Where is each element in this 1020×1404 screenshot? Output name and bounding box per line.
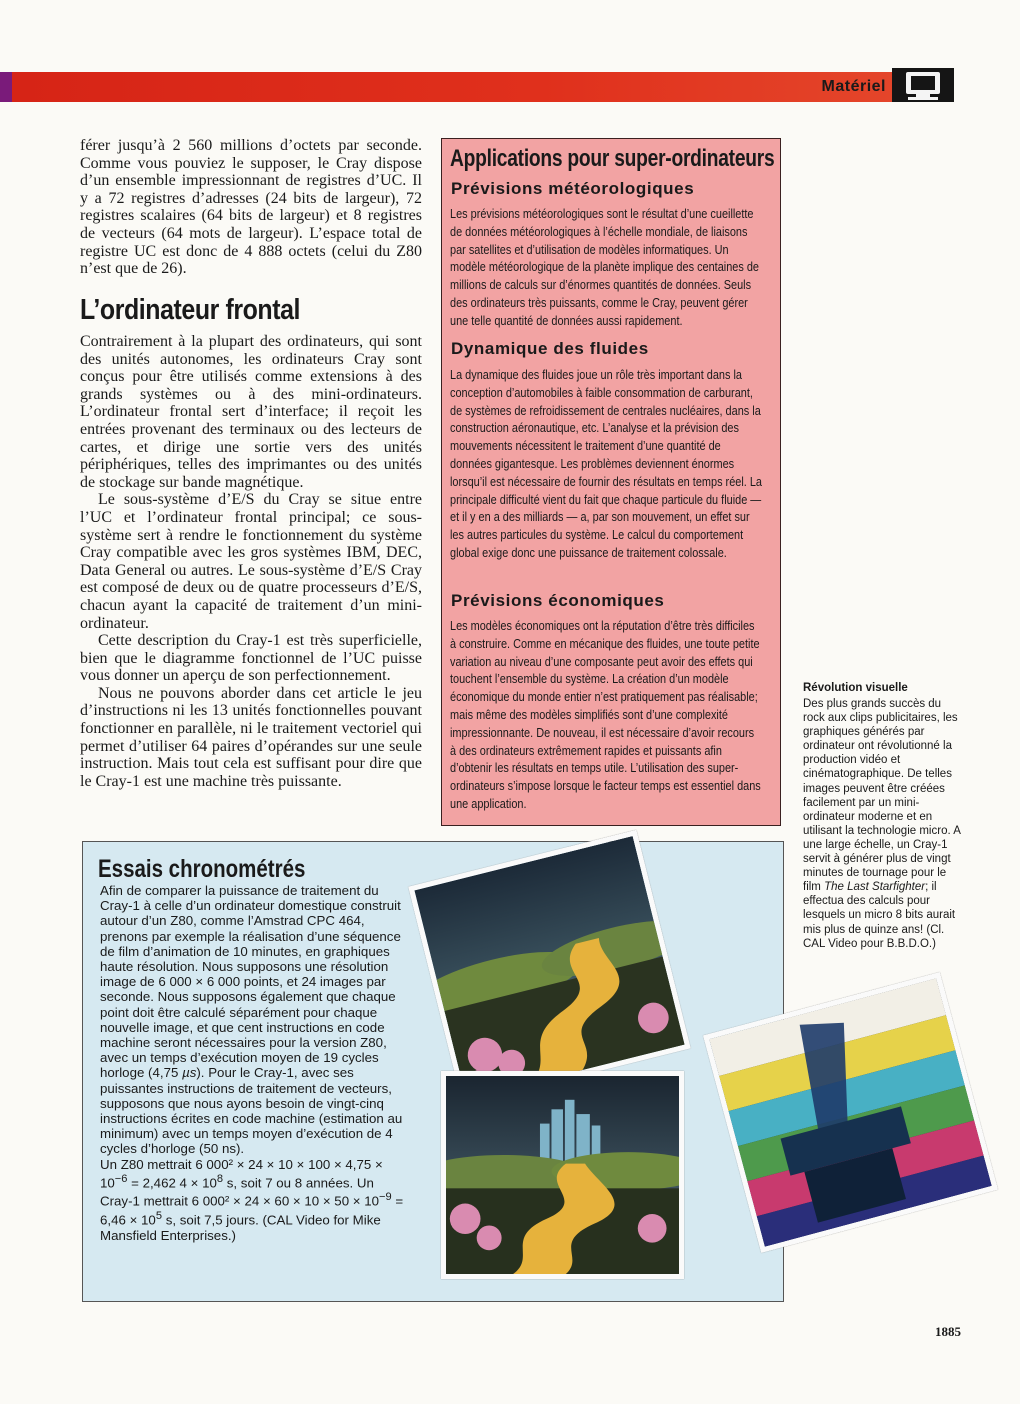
applications-box — [441, 138, 781, 826]
exponent: 5 — [155, 1210, 162, 1223]
film-title: The Last Starfighter — [824, 881, 926, 894]
section-label: Matériel — [821, 78, 886, 95]
exponent: −6 — [114, 1172, 128, 1185]
header-edge — [0, 72, 12, 102]
exponent: 8 — [216, 1172, 224, 1185]
page-number: 1885 — [935, 1324, 961, 1339]
text-run: µs — [182, 1065, 197, 1081]
caption-text — [803, 697, 965, 951]
text-run: = 2,462 4 × 10 — [127, 1175, 217, 1191]
essais-text — [100, 883, 405, 1243]
exponent: −9 — [379, 1191, 392, 1204]
animation-city-photo — [441, 1071, 684, 1279]
text-run: ). Pour le Cray-1, avec ses puissantes instructions de traitement de vecteurs, supposons que nous ayons besoin de vingt-cinq instructions écrites en code machine (estimation au minimum) avec un temps moyen d’exécution de 4 cycles d’horloge (50 ns). — [100, 1065, 403, 1157]
text-run: ; il effectua des calculs pour lesquels un micro 8 bits aurait mis plus de quinze ans! (Cl. CAL Video pour B.B.D.O.) — [803, 881, 956, 950]
text-run: s, soit 7,5 jours. (CAL Video for Mike Mansfield Enterprises.) — [100, 1212, 381, 1243]
paragraph: Cette description du Cray-1 est très superficielle, bien que le diagramme fonctionnel de l’UC puisse vous donner un aperçu de son perfectionnement. — [80, 632, 422, 685]
text-run: Un Z80 mettrait 6 000² × 24 × 10 × 100 × 4,75 × 10 — [100, 1156, 383, 1191]
intro-paragraph — [80, 137, 422, 278]
computer-icon — [892, 68, 954, 102]
paragraph: Nous ne pouvons aborder dans cet article le jeu d’instructions ni les 13 unités fonctionnelles pouvant fonctionner en parallèle, ni le traitement vectoriel qui permet d’utiliser 64 paires d’opérandes sur une seule instruction. Mais tout cela est suffisant pour dire que le Cray-1 est une machine très puissante. — [80, 684, 422, 790]
section-heading: L’ordinateur frontal — [80, 294, 301, 326]
subheading-fluides: Dynamique des fluides — [451, 339, 649, 358]
text-run: Afin de comparer la puissance de traitement du Cray-1 à celle d’un ordinateur domestique construit autour d’un Z80, comme l’Amstrad CPC 464, prenons par exemple la réalisation d’une séquence de film d’animation de 10 minutes, en graphiques haute résolution. Nous supposons une résolution image de 6 000 × 6 000 points, et 24 images par seconde. Nous supposons également que chaque point doit être calculé séparément pour chaque nouvelle image, et que cent instructions en code machine seront nécessaires pour la version Z80, avec un temps d’exécution moyen de 19 cycles horloge (4,75 — [100, 883, 401, 1081]
frontal-text — [80, 333, 422, 790]
paragraph: férer jusqu’à 2 560 millions d’octets par seconde. Comme vous pouviez le supposer, le Cray dispose d’un ensemble impressionnant de registres d’UC. Il y a 72 registres d’adresses (24 bits de largeur), 72 registres scalaires (64 bits de largeur) et 8 registres de vecteurs (64 mots de largeur). L’espace total de registre UC est donc de 4 888 octets (celui du Z80 n’est que de 26). — [80, 137, 422, 278]
text-run: s, soit 7 ou 8 années. Un Cray-1 mettrait 6 000² × 24 × 60 × 10 × 50 × 10 — [100, 1175, 380, 1209]
caption-title: Révolution visuelle — [803, 682, 908, 694]
subheading-meteo: Prévisions météorologiques — [451, 179, 695, 198]
paragraph: Le sous-système d’E/S du Cray se situe entre l’UC et l’ordinateur frontal principal; ce sous-système sert à rendre le fonctionnement du système Cray compatible avec les gros systèmes IBM, DEC, Data General ou autres. Le sous-système d’E/S Cray est composé de deux ou de quatre processeurs d’E/S, chacun ayant la capacité de traitement d’un mini-ordinateur. — [80, 491, 422, 632]
header-bar — [12, 72, 892, 102]
box-title: Applications pour super-ordinateurs — [450, 145, 775, 172]
subheading-economie: Prévisions économiques — [451, 591, 665, 610]
fluides-text: La dynamique des fluides joue un rôle très important dans la conception d’automobiles à faible consommation de carburant, de systèmes de refroidissement de centrales nucléaires, dans la construction aéronautique, etc. L’analyse et la prévision des mouvements nécessitent le traitement d’une quantité de données gigantesque. Les problèmes deviennent énormes lorsqu’il est nécessaire de fournir des résultats en temps réel. La principale difficulté vient du fait que chaque particule du fluide — et il y en a des milliards — a, par son mouvement, un effet sur les autres particules du système. Le calcul du comportement global exige donc une puissance de traitement colossale. — [450, 367, 762, 560]
paragraph: Contrairement à la plupart des ordinateurs, qui sont des unités autonomes, les ordinateurs Cray sont conçus pour être utilisés comme extensions à des grands systèmes ou à des mini-ordinateurs. L’ordinateur frontal sert d’interface; il reçoit les entrées provenant des terminaux ou des lecteurs de cartes, et dirige une sortie vers des unités périphériques, telles des imprimantes ou des unités de stockage sur bande magnétique. — [80, 333, 422, 491]
meteo-text: Les prévisions météorologiques sont le résultat d’une cueillette de données météorologiques à l’échelle mondiale, de liaisons par satellites et d’utilisation de modèles informatiques. Un modèle météorologique de la planète implique des centaines de millions de calculs sur d’énormes quantités de données. Seuls des ordinateurs très puissants, comme le Cray, peuvent gérer une telle quantité de données aussi rapidement. — [450, 206, 760, 328]
economie-text: Les modèles économiques ont la réputation d’être très difficiles à construire. Comme en mécanique des fluides, une toute petite variation au niveau d’une composante peut avoir des effets qui touchent l’ensemble du système. La création d’un modèle économique du monde entier n’est pratiquement pas réalisable; mais même des modèles simplifiés sont d’une complexité impressionnante. De nouveau, il est nécessaire d’avoir recours à des ordinateurs extrêmement rapides et puissants afin d’obtenir les résultats en temps utile. L’utilisation des super-ordinateurs s’impose lorsque le facteur temps est essentiel dans une application. — [450, 618, 761, 811]
essais-title: Essais chronométrés — [98, 855, 306, 883]
text-run: Des plus grands succès du rock aux clips publicitaires, les graphiques générés par ordinateur ont révolutionné la production vidéo et cinématographique. De telles images peuvent être créées facilement par un mini-ordinateur moderne et en utilisant la technologie micro. A une large échelle, un Cray-1 servit à générer plus de vingt minutes de tournage pour le film — [803, 698, 961, 894]
text-run: = 6,46 × 10 — [100, 1193, 404, 1228]
